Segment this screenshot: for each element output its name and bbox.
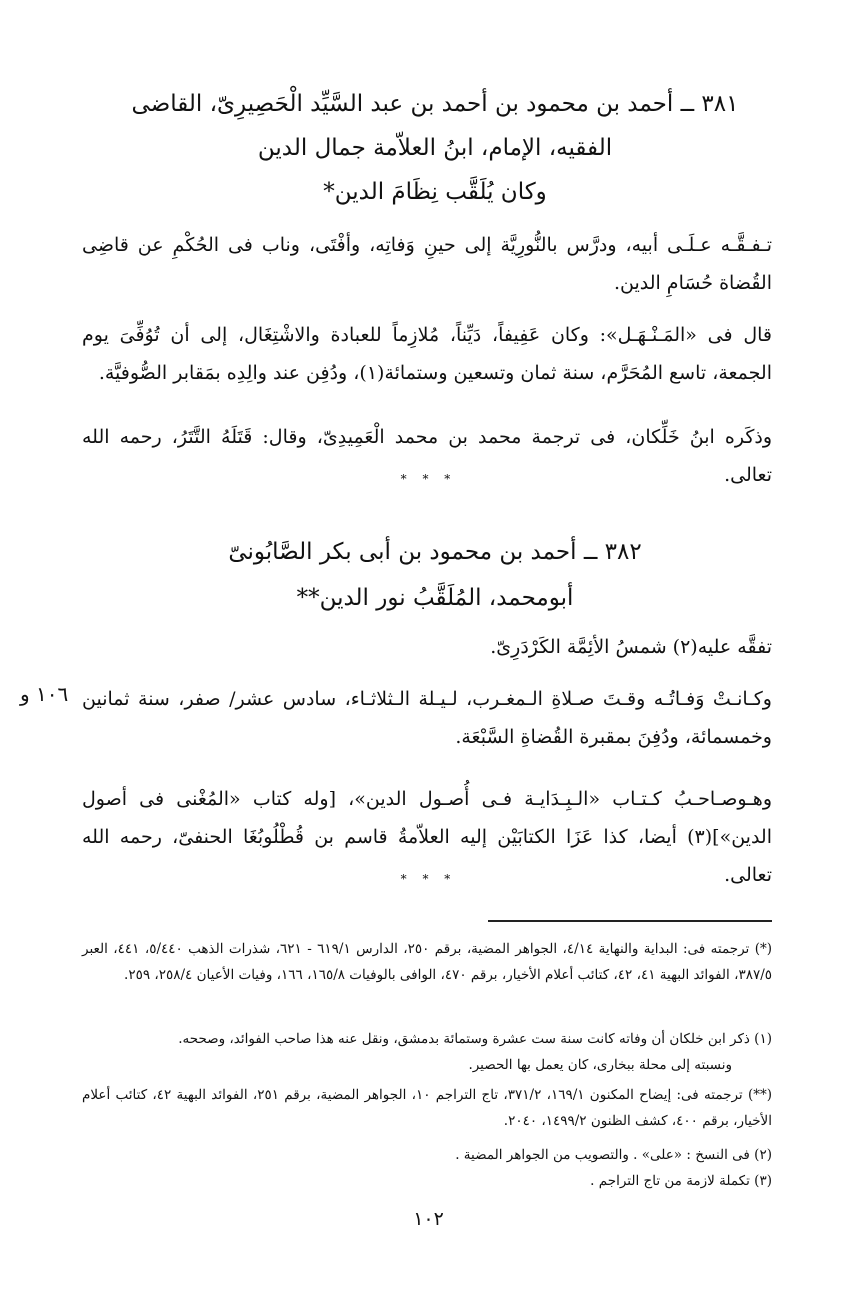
marginal-folio-note: ١٠٦ و (20, 682, 69, 706)
entry-381-paragraph-2: قال فى «المَـنْـهَـل»: وكان عَفِيفاً، دَيِّناً، مُلازِماً للعبادة والاشْتِغَال، إلى أن تُوُفِّىَ يوم الجمعة، تاسع المُحَرَّم، سنة ثمان وتسعين وستمائة(١)، ودُفِن عند والِدِه بمَقابر الصُّوفيَّة. (82, 324, 772, 384)
entry-381-paragraph-3: وذكَره ابنُ خَلِّكان، فى ترجمة محمد بن محمد الْعَمِيدِىّ، وقال: قَتَلَهُ التَّتَرُ، رحمه الله تعالى. (82, 426, 772, 486)
entry-381-paragraph-1: تـفـقَّـه عـلَـى أبيه، ودرَّس بالنُّورِيَّة إلى حينِ وَفاتِه، وأفْتَى، وناب فى الحُكْمِ عن قاضِى القُضاة حُسَامِ الدين. (82, 234, 772, 294)
section-separator: * * * (400, 472, 457, 486)
entry-382-paragraph-2: وكـانـتْ وَفـاتُـه وقـتَ صـلاةِ الـمغـرب، لـيـلة الـثلاثـاء، سادس عشر/ صفر، سنة ثمانين وخمسمائة، ودُفِنَ بمقبرة القُضاةِ السَّبْعَة. (82, 688, 772, 748)
footnote-divider (488, 920, 772, 922)
footnote-star: (*) ترجمته فى: البداية والنهاية ٤/١٤، الجواهر المضية، برقم ٢٥٠، الدارس ٦١٩/١ - ٦٢١، شذرات الذهب ٥/٤٤٠، ٤٤١، العبر ٣٨٧/٥، الفوائد البهية ٤١، ٤٢، كتائب أعلام الأخيار، برقم ٤٧٠، الوافى بالوفيات ١٦٥/٨، ١٦٦، وفيات الأعيان ٢٥٨/٤، ٢٥٩. (82, 941, 772, 983)
entry-381-heading-line-2: الفقيه، الإمام، ابنُ العلاّمة جمال الدين (257, 135, 613, 161)
footnote-3: (٣) تكملة لازمة من تاج التراجم . (590, 1173, 772, 1189)
section-separator-2: * * * (400, 872, 457, 886)
footnote-double-star: (**) ترجمته فى: إيضاح المكنون ١٦٩/١، ٣٧١/٢، تاج التراجم ١٠، الجواهر المضية، برقم ٢٥١، الفوائد البهية ٤٢، كتائب أعلام الأخيار، برقم ٤٠٠، كشف الظنون ١٤٩٩/٢، ٢٠٤٠. (82, 1087, 772, 1129)
page-number: ١٠٢ (413, 1208, 444, 1230)
entry-381-heading-line-1: ٣٨١ ــ أحمد بن محمود بن أحمد بن عبد السَّيِّد الْحَصِيرِىّ، القاضى (131, 91, 739, 117)
footnote-2: (٢) فى النسخ : «على» . والتصويب من الجواهر المضية . (455, 1147, 772, 1163)
entry-381-heading-line-3: وكان يُلَقَّب نِظَامَ الدين* (323, 179, 547, 205)
entry-382-heading-line-2: أبومحمد، المُلَقَّبُ نور الدين** (296, 585, 574, 611)
footnote-1-line-2: ونسبته إلى محلة ببخارى، كان يعمل بها الحصير. (468, 1057, 732, 1073)
entry-382-paragraph-3: وهـوصـاحـبُ كـتـاب «الـبِـدَايـة فـى أُصـول الدين»، [وله كتاب «المُغْنى فى أصول الدين»](٣) أيضا، كذا عَزَا الكتابَيْن إليه العلاّمةُ قاسم بن قُطْلُوبُغَا الحنفىّ، رحمه الله تعالى. (82, 788, 772, 886)
entry-382-paragraph-1: تفقَّه عليه(٢) شمسُ الأئِمَّة الكَرْدَرِىّ. (490, 636, 772, 658)
entry-382-heading-line-1: ٣٨٢ ــ أحمد بن محمود بن أبى بكر الصَّابُونىّ (228, 539, 642, 565)
footnote-1-line-1: (١) ذكر ابن خلكان أن وفاته كانت سنة ست عشرة وستمائة بدمشق، ونقل عنه هذا صاحب الفوائد، وصححه. (178, 1031, 772, 1047)
